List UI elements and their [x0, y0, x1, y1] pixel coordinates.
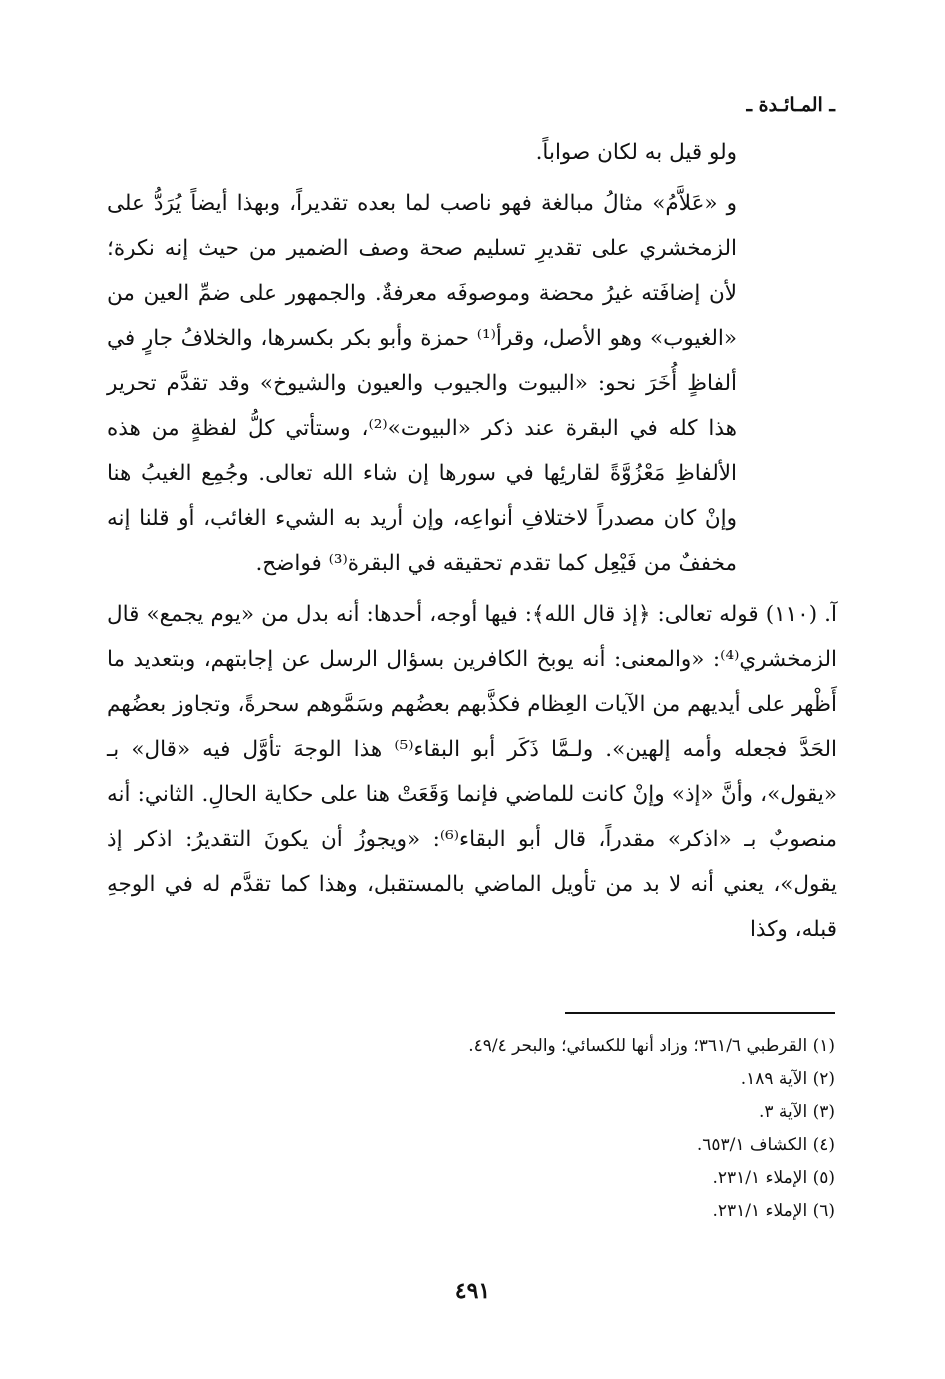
paragraph: ولو قيل به لكان صواباً.: [535, 140, 737, 165]
footnote: (١) القرطبي ٣٦١/٦؛ وزاد أنها للكسائي؛ والبحر ٤٩/٤.: [468, 1036, 835, 1056]
running-header: ـ المـائـدة ـ: [746, 94, 835, 116]
footnotes-list: [135, 1030, 835, 1228]
page-number: ٤٩١: [454, 1278, 491, 1304]
footnote: (٣) الآية ٣.: [758, 1102, 835, 1122]
main-text: [107, 130, 837, 952]
paragraph: آ. (١١٠) قوله تعالى: ﴿إذ قال الله﴾: فيها أوجه، أحدها: أنه بدل من «يوم يجمع» قال الزمخشري⁽⁴⁾: «والمعنى: أنه يوبخ الكافرين بسؤال الرسل عن إجابتهم، وبتعديد ما أَظْهر على أيديهم من الآيات العِظام فكذَّبهم بعضُهم وسَمَّوهم سحرةً، وتجاوز بعضُهم الحَدَّ فجعله وأمه إلهين». ولـمَّا ذَكَر أبو البقاء⁽⁵⁾ هذا الوجهَ تأوَّل فيه «قال» بـ «يقول»، وأنَّ «إذ» وإنْ كانت للماضي فإنما وَقَعَتْ هنا على حكاية الحالِ. الثاني: أنه منصوبٌ بـ «اذكر» مقدراً، قال أبو البقاء⁽⁶⁾: «ويجوزُ أن يكونَ التقديرُ: اذكر إذ يقول»، يعني أنه لا بد من تأويل الماضي بالمستقبل، وهذا كما تقدَّم له في الوجهِ قبله، وكذا: [107, 602, 838, 942]
footnote: (٥) الإملاء ٢٣١/١.: [712, 1168, 835, 1188]
footnote: (٤) الكشاف ٦٥٣/١.: [696, 1135, 835, 1155]
paragraph: و «عَلاَّمُ» مثالُ مبالغة فهو ناصب لما بعده تقديراً، وبهذا أيضاً يُرَدُّ على الزمخشري على تقديرِ تسليم صحة وصف الضمير من حيث إنه نكرة؛ لأن إضافَته غيرُ محضة وموصوفَه معرفةٌ. والجمهور على ضمِّ العين من «الغيوب» وهو الأصل، وقرأ⁽¹⁾ حمزة وأبو بكر بكسرها، والخلافُ جارٍ في ألفاظٍ أُخَرَ نحو: «البيوت والجيوب والعيون والشيوخ» وقد تقدَّم تحرير هذا كله في البقرة عند ذكر «البيوت»⁽²⁾، وستأتي كلُّ لفظةٍ من هذه الألفاظِ مَعْزُوَّةً لقارئِها في سورها إن شاء الله تعالى. وجُمِع الغيبُ هنا وإنْ كان مصدراً لاختلافِ أنواعِه، وإن أريد به الشيء الغائب، أو قلنا إنه مخففٌ من فَيْعِل كما تقدم تحقيقه في البقرة⁽³⁾ فواضح.: [107, 191, 737, 576]
footnote: (٦) الإملاء ٢٣١/١.: [712, 1201, 835, 1221]
footnote-divider: [565, 1012, 835, 1014]
footnote: (٢) الآية ١٨٩.: [740, 1069, 835, 1089]
